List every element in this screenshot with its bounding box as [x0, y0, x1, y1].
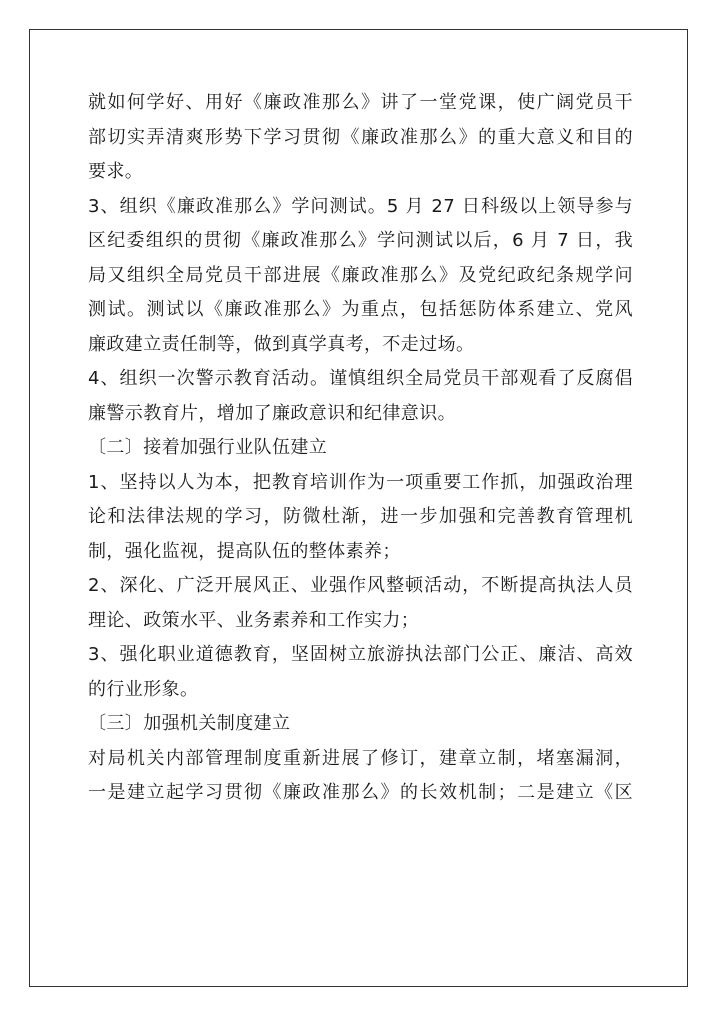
text-line: 要求。	[88, 161, 144, 182]
text-line: 测试。测试以《廉政准那么》为重点，包括惩防体系建立、党风	[88, 299, 633, 320]
text-line: 就如何学好、用好《廉政准那么》讲了一堂党课，使广阔党员干	[88, 92, 633, 113]
text-line: 1、坚持以人为本，把教育培训作为一项重要工作抓，加强政治理	[88, 471, 633, 493]
text-line: 理论、政策水平、业务素养和工作实力；	[88, 609, 420, 631]
text-line: 制，强化监视，提高队伍的整体素养；	[88, 540, 401, 562]
text-line: 对局机关内部管理制度重新进展了修订，建章立制，堵塞漏洞，	[88, 747, 633, 769]
text-line: 3、组织《廉政准那么》学问测试。5 月 27 日科级以上领导参与	[88, 195, 633, 217]
text-line: 一是建立起学习贯彻《廉政准那么》的长效机制；二是建立《区	[88, 782, 633, 803]
section-heading: 〔二〕接着加强行业队伍建立	[88, 437, 328, 458]
text-line: 论和法律法规的学习，防微杜渐，进一步加强和完善教育管理机	[88, 506, 633, 527]
text-line: 的行业形象。	[88, 678, 199, 700]
text-line: 廉政建立责任制等，做到真学真考，不走过场。	[88, 333, 475, 355]
text-line: 廉警示教育片，增加了廉政意识和纪律意识。	[88, 402, 456, 424]
text-line: 4、组织一次警示教育活动。谨慎组织全局党员干部观看了反腐倡	[88, 368, 633, 389]
text-line: 2、深化、广泛开展风正、业强作风整顿活动，不断提高执法人员	[88, 575, 633, 596]
text-line: 部切实弄清爽形势下学习贯彻《廉政准那么》的重大意义和目的	[88, 126, 633, 148]
document-body	[88, 86, 633, 811]
text-line: 3、强化职业道德教育，坚固树立旅游执法部门公正、廉洁、高效	[88, 644, 633, 665]
text-line: 局又组织全局党员干部进展《廉政准那么》及党纪政纪条规学问	[88, 264, 633, 286]
section-heading: 〔三〕加强机关制度建立	[88, 713, 291, 734]
text-line: 区纪委组织的贯彻《廉政准那么》学问测试以后，6 月 7 日，我	[88, 230, 633, 251]
